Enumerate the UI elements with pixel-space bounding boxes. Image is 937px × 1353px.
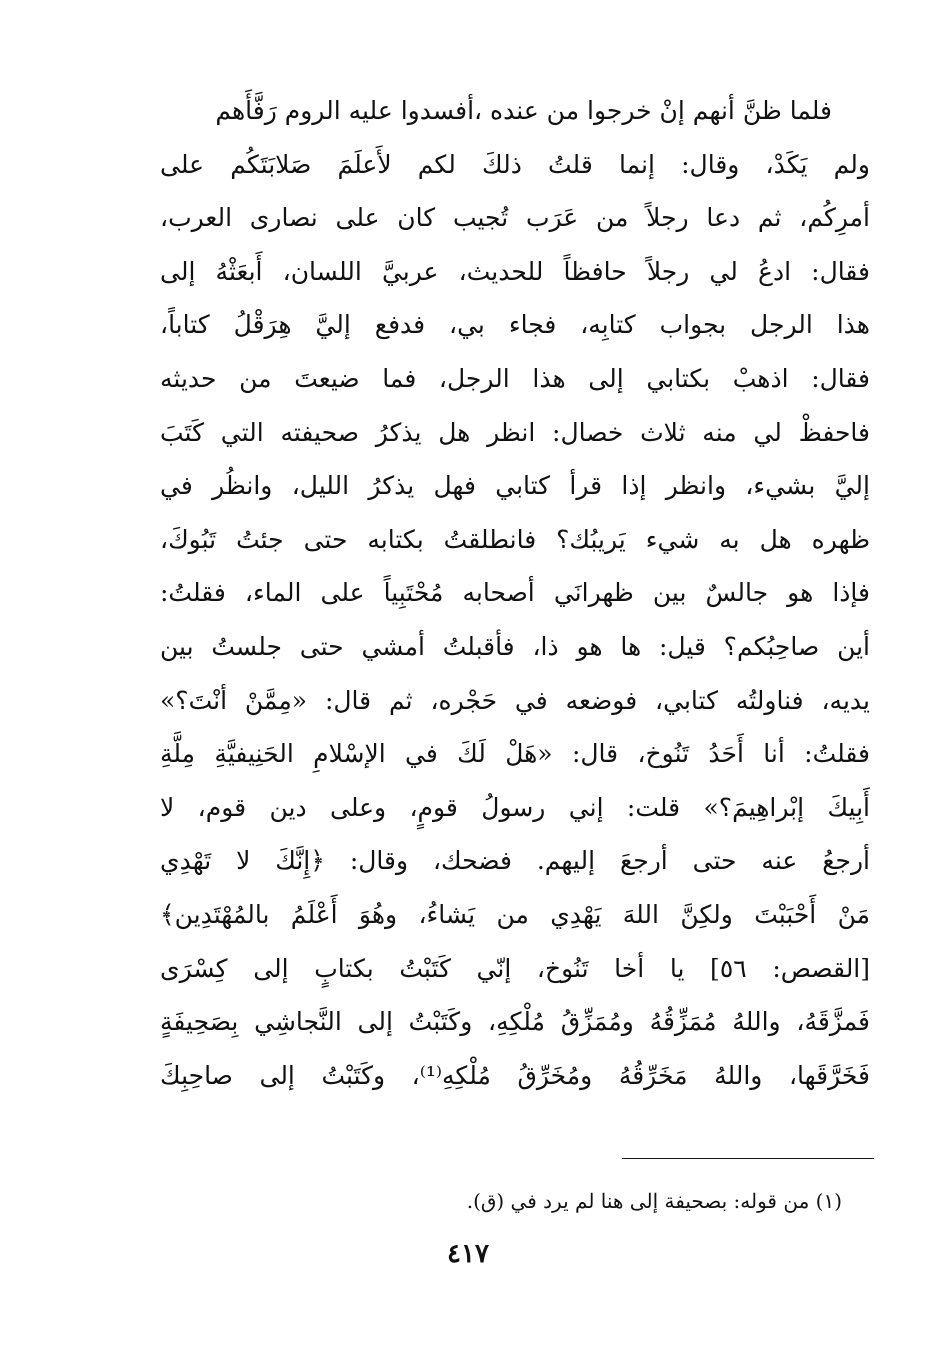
footnote-divider [622, 1158, 874, 1159]
text-line: فقال: ادعُ لي رجلاً حافظاً للحديث، عربيَّ اللسان، أَبعَثْهُ إلى [160, 256, 870, 286]
text-line: أين صاحِبُكم؟ قيل: ها هو ذا، فأقبلتُ أمشي حتى جلستُ بين [160, 631, 870, 661]
text-line: فاحفظْ لي منه ثلاث خصال: انظر هل يذكرُ صحيفته التي كَتَبَ [160, 417, 870, 447]
text-line: إليَّ بشيء، وانظر إذا قرأ كتابي فهل يذكرُ الليل، وانظُر في [160, 471, 870, 501]
text-line: ظهره هل به شيء يَريبُك؟ فانطلقتُ بكتابه حتى جئتُ تَبُوكَ، [160, 524, 870, 554]
footnote: (١) من قوله: بصحيفة إلى هنا لم يرد في (ق). [466, 1189, 842, 1213]
text-line: فَخَرَّقَها، واللهُ مَخَرِّقُهُ ومُخَرِّقُ مُلْكِهِ⁽¹⁾، وكَتَبْتُ إلى صاحِبِكَ [160, 1060, 870, 1090]
text-line: فلما ظنَّ أنهم إنْ خرجوا من عنده ،أفسدوا عليه الروم رَفَّأَهم [215, 96, 832, 125]
body-text [160, 84, 870, 1102]
text-line: مَنْ أَحْبَبْتَ ولكِنَّ اللهَ يَهْدِي من يَشاءُ، وهُوَ أَعْلَمُ بالمُهْتَدِين﴾ [160, 899, 870, 929]
text-line: أَبِيكَ إبْراهِيمَ؟» قلت: إني رسولُ قومٍ، وعلى دين قوم، لا [160, 792, 870, 822]
text-line: [القصص: ٥٦] يا أخا تَنُوخ، إنّي كَتَبْتُ بكتابٍ إلى كِسْرَى [160, 953, 870, 983]
text-line: أمرِكُم، ثم دعا رجلاً من عَرَب تُجيب كان على نصارى العرب، [160, 203, 870, 233]
text-line: فَمزَّقَهُ، واللهُ مُمَزِّقُهُ ومُمَزِّقُ مُلْكِهِ، وكَتَبْتُ إلى النَّجاشِي بِصَحِيفَةٍ [160, 1007, 870, 1037]
text-line: فقلتُ: أنا أَحَدُ تَنُوخ، قال: «هَلْ لَكَ في الإسْلامِ الحَنِيفيَّةِ مِلَّةِ [160, 739, 870, 769]
text-line: أرجعُ عنه حتى أرجعَ إليهم. فضحك، وقال: ﴿إِنَّكَ لا تَهْدِي [160, 846, 870, 876]
text-line: فإذا هو جالسٌ بين ظهرانَي أصحابه مُحْتَبِياً على الماء، فقلتُ: [160, 578, 870, 608]
text-line: هذا الرجل بجواب كتابِه، فجاء بي، فدفع إليَّ هِرَقْلُ كتاباً، [160, 310, 870, 340]
page-number: ٤١٧ [447, 1239, 489, 1269]
text-line: ولم يَكَدْ، وقال: إنما قلتُ ذلكَ لكم لأَعلَمَ صَلابَتَكُم على [160, 149, 870, 179]
text-line: فقال: اذهبْ بكتابي إلى هذا الرجل، فما ضيعتَ من حديثه [160, 363, 870, 393]
text-line: يديه، فناولتُه كتابي، فوضعه في حَجْره، ثم قال: «مِمَّنْ أنْتَ؟» [160, 685, 870, 715]
